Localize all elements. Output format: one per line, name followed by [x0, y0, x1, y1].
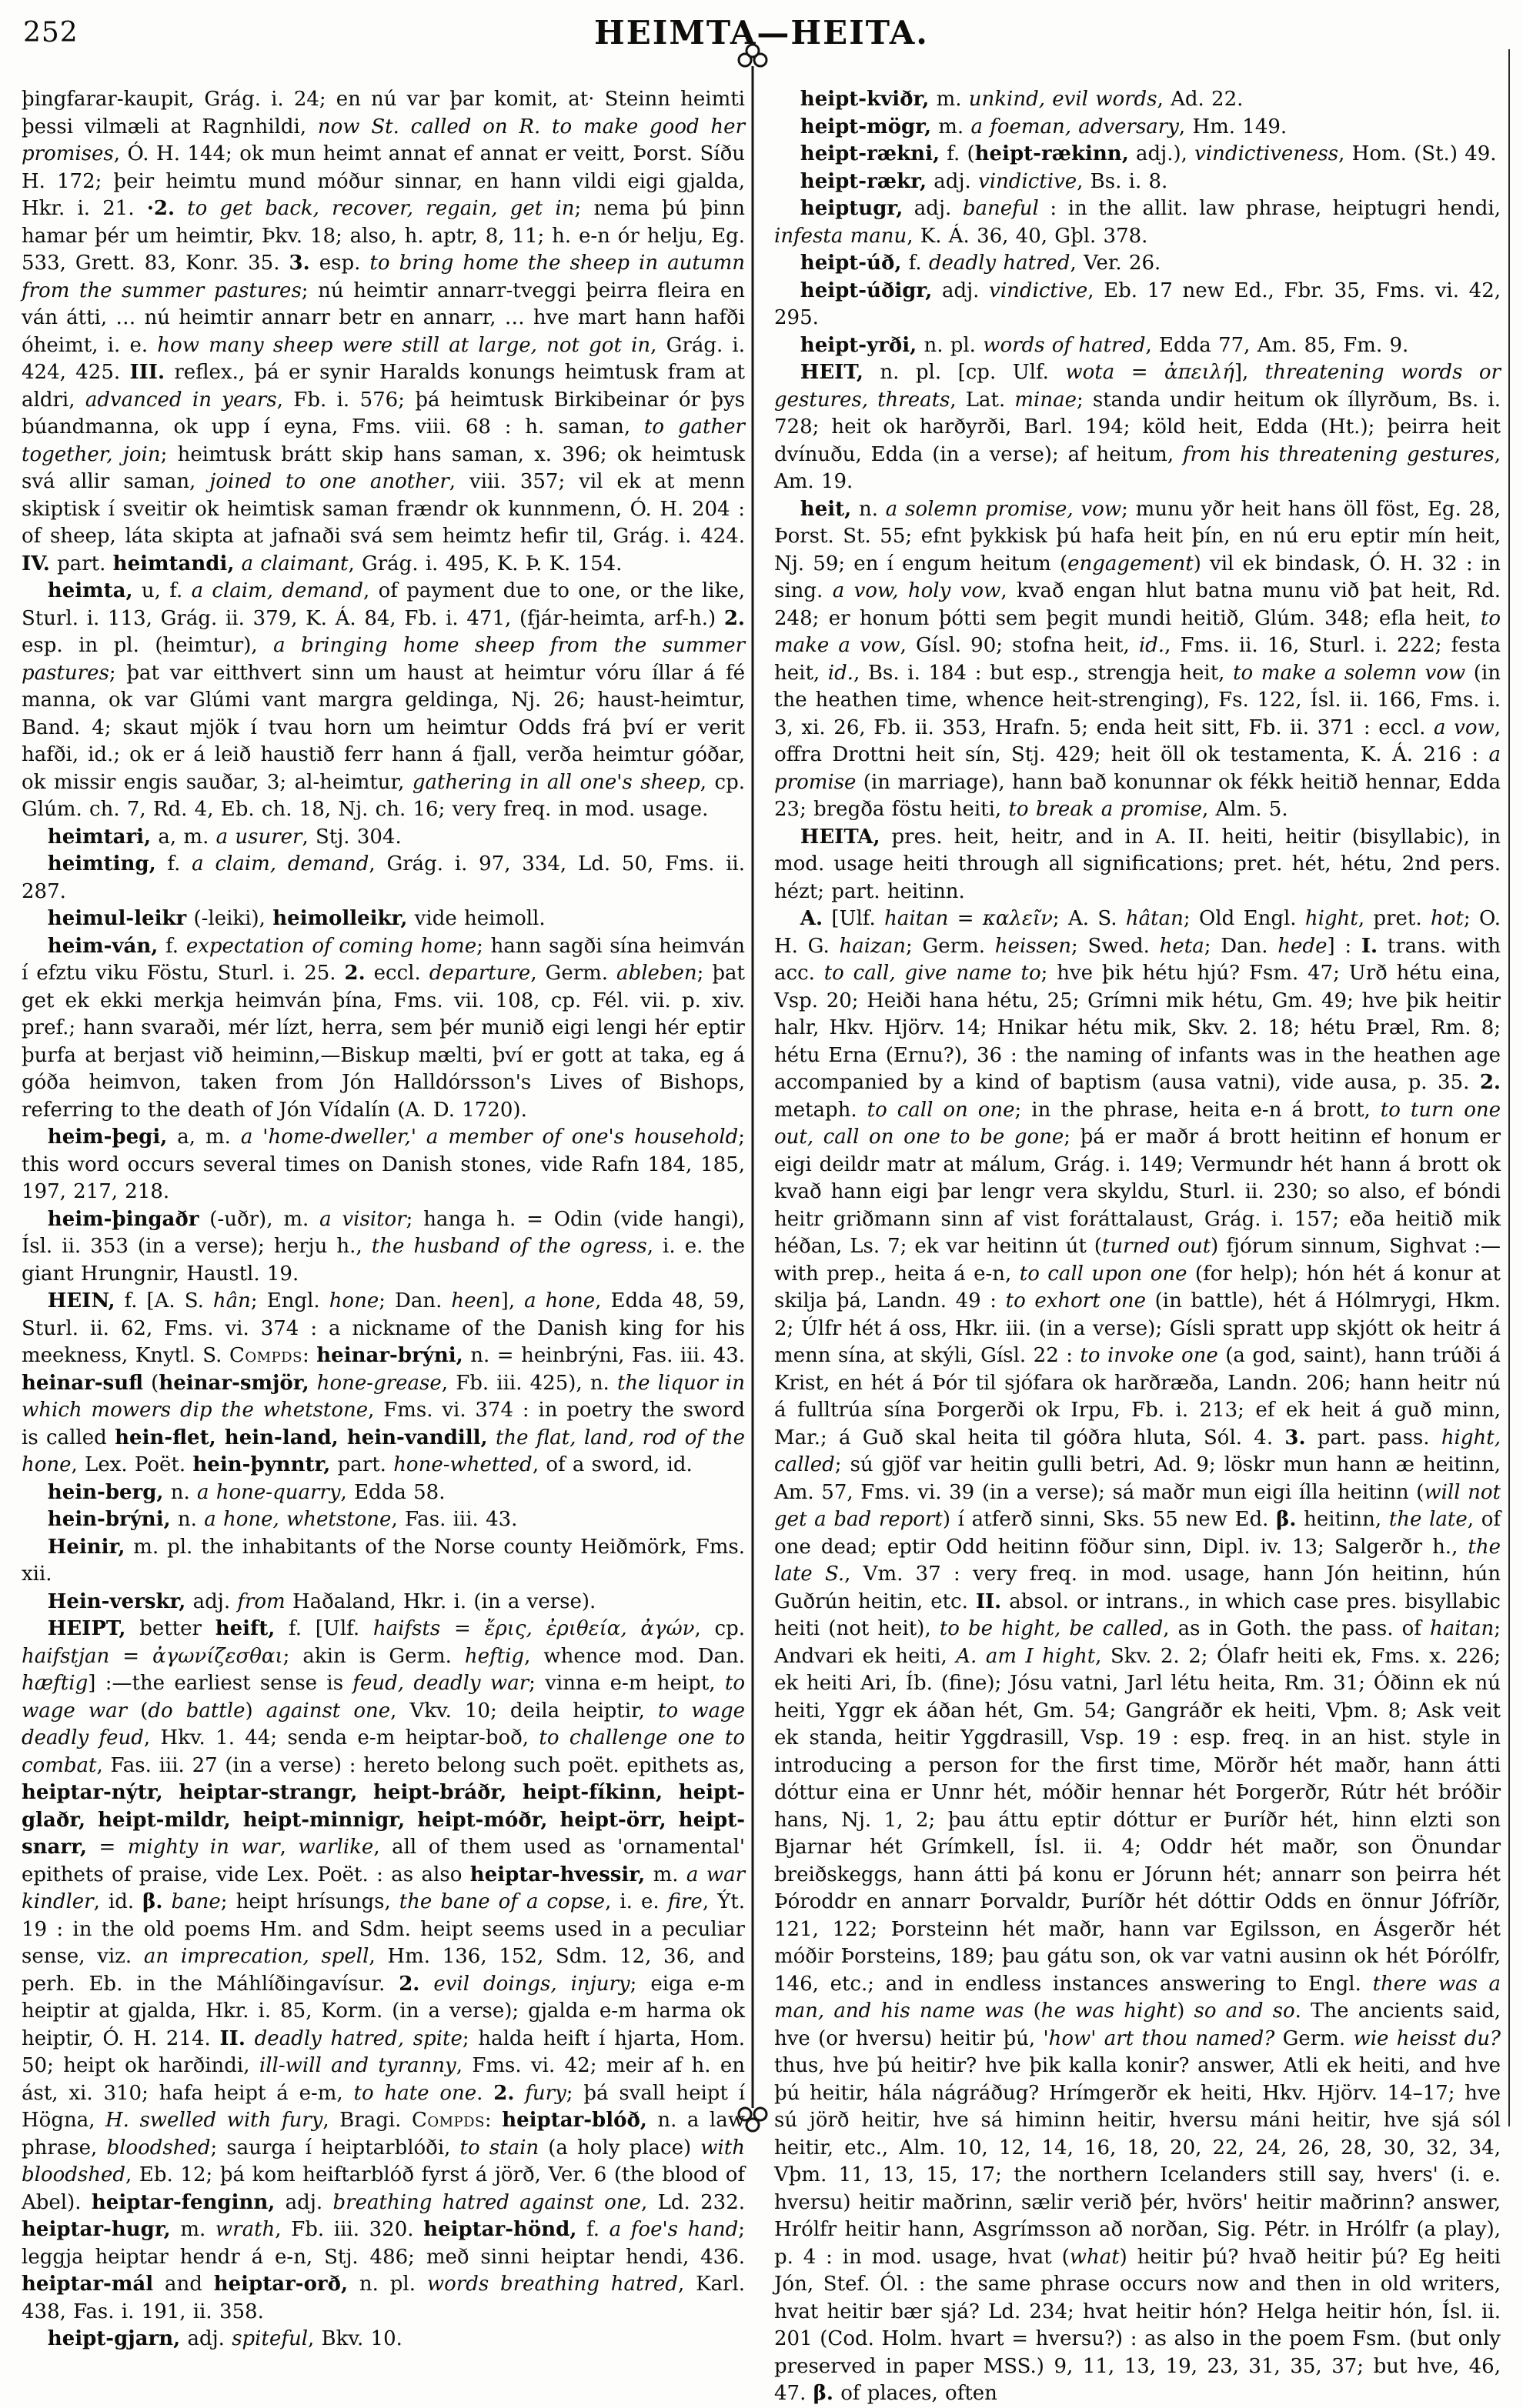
dictionary-entry: heimting, f. a claim, demand, Grág. i. 97, 334, Ld. 50, Fms. ii. 287. — [22, 852, 745, 903]
dictionary-entry: heipt-úðigr, adj. vindictive, Eb. 17 new Ed., Fbr. 35, Fms. vi. 42, 295. — [774, 278, 1501, 329]
dictionary-entry: heipt-yrði, n. pl. words of hatred, Edda 77, Am. 85, Fm. 9. — [800, 333, 1409, 357]
dictionary-entry: heim-þingaðr (-uðr), m. a visitor; hanga h. = Odin (vide hangi), Ísl. ii. 353 (in a verse); herju h., the husband of the ogress, i. e. the giant Hrungnir, Haustl. 19. — [22, 1207, 745, 1286]
dictionary-entry: HEIT, n. pl. [cp. Ulf. wota = ἀπειλή], threatening words or gestures, threats, Lat. minae; standa undir heitum ok íllyrðum, Bs. i. 728; heit ok harðyrði, Barl. 194; köld heit, Edda (Ht.); þeirra heit dvínuðu, Edda (in a verse); af heitum, from his threatening gestures, Am. 19. — [774, 361, 1501, 493]
dictionary-entry: heimtari, a, m. a usurer, Stj. 304. — [47, 825, 402, 849]
left-column — [22, 86, 745, 2353]
scan-edge-artifact — [1508, 49, 1510, 2126]
dictionary-entry: hein-brýni, n. a hone, whetstone, Fas. iii. 43. — [47, 1508, 518, 1531]
right-column — [774, 86, 1501, 2408]
dictionary-entry: þingfarar-kaupit, Grág. i. 24; en nú var þar komit, at· Steinn heimti þessi vilmæli at Ragnhildi, now St. called on R. to make good her promises, Ó. H. 144; ok mun heimt annat ef annat er veitt, Þorst. Síðu H. 172; þeir heimtu mund móður sinnar, en hann vildi eigi gjalda, Hkr. i. 21. ·2. to get back, recover, regain, get in; nema þú þinn hamar þér um heimtir, Þkv. 18; also, h. aptr, 8, 11; h. e-n ór helju, Eg. 533, Grett. 83, Konr. 35. 3. esp. to bring home the sheep in autumn from the summer pastures; nú heimtir annarr-tveggi þeirra fleira en ván átti, … nú heimtir annarr betr en annarr, … hve mart hann hafði óheimt, i. e. how many sheep were still at large, not got in, Grág. i. 424, 425. III. reflex., þá er synir Haralds konungs heimtusk fram at aldri, advanced in years, Fb. i. 576; þá heimtusk Birkibeinar ór þys búandmanna, ok upp í eyna, Fms. viii. 68 : h. saman, to gather together, join; heimtusk brátt skip hans saman, x. 396; ok heimtusk svá allir saman, joined to one another, viii. 357; vil ek at menn skiptisk í sveitir ok heimtisk saman frændr ok kunnmenn, Ó. H. 204 : of sheep, láta skipta at jafnaði svá sem heimtz hefir til, Grág. i. 424. IV. part. heimtandi, a claimant, Grág. i. 495, K. Þ. K. 154. — [22, 88, 746, 575]
dictionary-entry: heipt-kviðr, m. unkind, evil words, Ad. 22. — [800, 88, 1244, 111]
dictionary-entry: heim-þegi, a, m. a 'home-dweller,' a member of one's household; this word occurs several times on Danish stones, vide Rafn 184, 185, 197, 217, 218. — [22, 1126, 745, 1203]
dictionary-entry: heiptugr, adj. baneful : in the allit. law phrase, heiptugri hendi, infesta manu, K. Á. 36, 40, Gþl. 378. — [774, 197, 1501, 248]
dictionary-entry: HEIPT, better heift, f. [Ulf. haifsts = ἔρις, ἐριθεία, ἀγών, cp. haifstjan = ἀγωνίζεσθαι; akin is Germ. heftig, whence mod. Dan. hæftig] :—the earliest sense is feud, deadly war; vinna e-m heipt, to wage war (do battle) against one, Vkv. 10; deila heiptir, to wage deadly feud, Hkv. 1. 44; senda e-m heiptar-boð, to challenge one to combat, Fas. iii. 27 (in a verse) : hereto belong such poët. epithets as, heiptar-nýtr, heiptar-strangr, heipt-bráðr, heipt-fíkinn, heipt-glaðr, heipt-mildr, heipt-minnigr, heipt-móðr, heipt-örr, heipt-snarr, = mighty in war, warlike, all of them used as 'ornamental' epithets of praise, vide Lex. Poët. : as also heiptar-hvessir, m. a war kindler, id. β. bane; heipt hrísungs, the bane of a copse, i. e. fire, Ýt. 19 : in the old poems Hm. and Sdm. heipt seems used in a peculiar sense, viz. an imprecation, spell, Hm. 136, 152, Sdm. 12, 36, and perh. Eb. in the Máhlíðingavísur. 2. evil doings, injury; eiga e-m heiptir at gjalda, Hkr. i. 85, Korm. (in a verse); gjalda e-m harma ok heiptir, Ó. H. 214. II. deadly hatred, spite; halda heift í hjarta, Hom. 50; heipt ok harðindi, ill-will and tyranny, Fms. vi. 42; meir af h. en ást, xi. 310; hafa heipt á e-m, to hate one. 2. fury; þá svall heipt í Högna, H. swelled with fury, Bragi. Compds: heiptar-blóð, n. a law phrase, bloodshed; saurga í heiptarblóði, to stain (a holy place) with bloodshed, Eb. 12; þá kom heiftarblóð fyrst á jörð, Ver. 6 (the blood of Abel). heiptar-fenginn, adj. breathing hatred against one, Ld. 232. heiptar-hugr, m. wrath, Fb. iii. 320. heiptar-hönd, f. a foe's hand; leggja heiptar hendr á e-n, Stj. 486; með sinni heiptar hendi, 436. heiptar-mál and heiptar-orð, n. pl. words breathing hatred, Karl. 438, Fas. i. 191, ii. 358. — [22, 1617, 746, 2323]
dictionary-entry: HEIN, f. [A. S. hân; Engl. hone; Dan. heen], a hone, Edda 48, 59, Sturl. ii. 62, Fms. vi. 374 : a nickname of the Danish king for his meekness, Knytl. S. Compds: heinar-brýni, n. = heinbrýni, Fas. iii. 43. heinar-sufl (heinar-smjör, hone-grease, Fb. iii. 425), n. the liquor in which mowers dip the whetstone, Fms. vi. 374 : in poetry the sword is called hein-flet, hein-land, hein-vandill, the flat, land, rod of the hone, Lex. Poët. hein-þynntr, part. hone-whetted, of a sword, id. — [22, 1289, 746, 1476]
dictionary-entry: heit, n. a solemn promise, vow; munu yðr heit hans öll föst, Eg. 28, Þorst. St. 55; efnt þykkisk þú hafa heit þín, en nú eru eptir mín heit, Nj. 59; en í engum heitum (engagement) vil ek bindask, Ó. H. 32 : in sing. a vow, holy vow, kvað engan hlut batna munu við þat heit, Rd. 248; er honum þótti sem þegit mundi heitið, Glúm. 348; efla heit, to make a vow, Gísl. 90; stofna heit, id., Fms. ii. 16, Sturl. i. 222; festa heit, id., Bs. i. 184 : but esp., strengja heit, to make a solemn vow (in the heathen time, whence heit-strenging), Fs. 122, Ísl. ii. 166, Fms. i. 3, xi. 26, Fb. ii. 353, Hrafn. 5; enda heit sitt, Fb. ii. 371 : eccl. a vow, offra Drottni heit sín, Stj. 429; heit öll ok testamenta, K. Á. 216 : a promise (in marriage), hann bað konunnar ok fékk heitið hennar, Edda 23; bregða föstu heiti, to break a promise, Alm. 5. — [774, 497, 1501, 821]
dictionary-entry: hein-berg, n. a hone-quarry, Edda 58. — [47, 1480, 446, 1504]
dictionary-entry: heipt-rækr, adj. vindictive, Bs. i. 8. — [800, 169, 1168, 193]
dictionary-entry: heim-ván, f. expectation of coming home; hann sagði sína heimván í efztu viku Föstu, Sturl. i. 25. 2. eccl. departure, Germ. ableben; þat get ek ekki merkja heimván þína, Fms. vii. 108, cp. Fél. vii. p. xiv. pref.; hann svaraði, mér lízt, herra, sem þér munið eigi lengi hér eptir þurfa at berjast við heiminn,—Biskup mælti, því er gott at taka, eg á góða heimvon, taken from Jón Halldórsson's Lives of Bishops, referring to the death of Jón Vídalín (A. D. 1720). — [22, 934, 745, 1122]
dictionary-entry: heipt-úð, f. deadly hatred, Ver. 26. — [800, 252, 1161, 275]
dictionary-entry: heipt-gjarn, adj. spiteful, Bkv. 10. — [47, 2327, 402, 2350]
dictionary-entry: heimul-leikr (-leiki), heimolleikr, vide heimoll. — [47, 907, 546, 930]
dictionary-entry: HEITA, pres. heit, heitr, and in A. II. heiti, heitir (bisyllabic), in mod. usage heiti through all significations; pret. hét, hétu, 2nd pers. hézt; part. heitinn. — [774, 825, 1501, 903]
dictionary-entry: heipt-rækni, f. (heipt-rækinn, adj.), vindictiveness, Hom. (St.) 49. — [800, 142, 1497, 165]
dictionary-entry: A. [Ulf. haitan = καλεῖν; A. S. hâtan; Old Engl. hight, pret. hot; O. H. G. haizan; Germ. heissen; Swed. heta; Dan. hede] : I. trans. with acc. to call, give name to; hve þik hétu hjú? Fsm. 47; Urð hétu eina, Vsp. 20; Heiði hana hétu, 25; Grímni mik hétu, Gm. 49; hve þik heitir halr, Hkv. Hjörv. 14; Hnikar hétu mik, Skv. 2. 18; hétu Þræl, Rm. 8; hétu Erna (Ernu?), 36 : the naming of infants was in the heathen age accompanied by a kind of baptism (ausa vatni), vide ausa, p. 35. 2. metaph. to call on one; in the phrase, heita e-n á brott, to turn one out, call on one to be gone; þá er maðr á brott heitinn ef honum er eigi deildr matr at málum, Grág. i. 149; Vermundr hét hann á brott ok kvað hann eigi þar lengr vera skyldu, Sturl. ii. 230; so also, ef bóndi heitr griðmann sinn af vist foráttalaust, Grág. i. 157; eða heitið mik héðan, Ls. 7; ek var heitinn út (turned out) fjórum sinnum, Sighvat :—with prep., heita á e-n, to call upon one (for help); hón hét á konur at skilja þá, Landn. 49 : to exhort one (in battle), hét á Hólmrygi, Hkm. 2; Úlfr hét á oss, Hkr. iii. (in a verse); Gísli spratt upp skjótt ok heitr á menn sína, at skýli, Gísl. 22 : to invoke one (a god, saint), hann trúði á Krist, en hét á Þór til sjófara ok harðræða, Landn. 206; hann heitr nú á fulltrúa sína Þorgerði ok Irpu, Fb. i. 213; ef ek heit á guð minn, Mar.; á Guð skal heita til góðra hluta, Sól. 4. 3. part. pass. hight, called; sú gjöf var heitin gulli betri, Ad. 9; löskr mun hann æ heitinn, Am. 57, Fms. vi. 39 (in a verse); sá maðr mun eigi ílla heitinn (will not get a bad report) í atferð sinni, Sks. 55 new Ed. β. heitinn, the late, of one dead; eptir Odd heitinn föður sinn, Dipl. iv. 13; Salgerðr h., the late S., Vm. 37 : very freq. in mod. usage, hann Jón heitinn, hún Guðrún heitin, etc. II. absol. or intrans., in which case pres. bisyllabic heiti (not heit), to be hight, be called, as in Goth. the pass. of haitan; Andvari ek heiti, A. am I hight, Skv. 2. 2; Ólafr heiti ek, Fms. x. 226; ek heiti Ari, Íb. (fine); Jósu vatni, Jarl létu heita, Rm. 31; Óðinn ek nú heiti, Yggr ek áðan hét, Gm. 54; Gangráðr ek heiti, Vþm. 8; Ask veit ek standa, heitir Yggdrasill, Vsp. 19 : esp. freq. in an hist. style in introducing a person for the first time, Mörðr hét maðr, hann átti dóttur eina er Unnr hét, móðir hennar hét Þorgerðr, Rútr hét bróðir hans, Nj. 1, 2; þau áttu eptir dóttur er Þuríðr hét, hinn elzti son Bjarnar hét Grímkell, Ísl. ii. 4; Oddr hét maðr, son Önundar breiðskeggs, hann átti þá konu er Jórunn hét; annarr son þeirra hét Þóroddr en annarr Þorvaldr, Þuríðr hét dóttir Odds en önnur Jófríðr, 121, 122; Þorsteinn hét maðr, hann var Egilsson, en Ásgerðr hét móðir Þorsteins, 189; þau gátu son, ok var vatni ausinn ok hét Þórólfr, 146, etc.; and in endless instances answering to Engl. there was a man, and his name was (he was hight) so and so. The ancients said, hve (or hversu) heitir þú, 'how' art thou named? Germ. wie heisst du? thus, hve þú heitir? hve þik kalla konir? answer, Atli ek heiti, and hve þú heitir, hála nágráðug? Hrímgerðr ek heiti, Hkv. Hjörv. 14–17; hve sú jörð heitir, hve sá himinn heitir, hversu máni heitir, hve sjá sól heitir, etc., Alm. 10, 12, 14, 16, 18, 20, 22, 24, 26, 28, 30, 32, 34, Vþm. 11, 13, 15, 17; the northern Icelanders still say, hvers' (i. e. hversu) heitir maðrinn, sælir verið þér, hvörs' heitir maðrinn? answer, Hrólfr heitir hann, Asgrímsson að norðan, Sig. Pétr. in Hrólfr (a play), p. 4 : in mod. usage, hvat (what) heitir þú? hvað heitir þú? Eg heiti Jón, Stef. Ól. : the same phrase occurs now and then in old writers, hvat heitir bær sjá? Ld. 234; hvat heitir hón? Helga heitir hón, Ísl. ii. 201 (Cod. Holm. hvart = hversu?) : as also in the poem Fsm. (but only preserved in paper MSS.) 9, 11, 13, 19, 23, 31, 35, 37; but hve, 46, 47. β. of places, often — [774, 907, 1501, 2405]
dictionary-entry: heipt-mögr, m. a foeman, adversary, Hm. 149. — [800, 115, 1288, 138]
dictionary-entry: Heinir, m. pl. the inhabitants of the Norse county Heiðmörk, Fms. xii. — [22, 1535, 745, 1586]
dictionary-entry: Hein-verskr, adj. from Haðaland, Hkr. i. (in a verse). — [47, 1589, 596, 1613]
running-head: HEIMTA—HEITA. — [594, 14, 929, 52]
page-number: 252 — [23, 17, 78, 48]
dictionary-entry: heimta, u, f. a claim, demand, of payment due to one, or the like, Sturl. i. 113, Grág. ii. 379, K. Á. 84, Fb. i. 471, (fjár-heimta, arf-h.) 2. esp. in pl. (heimtur), a bringing home sheep from the summer pastures; þat var eitthvert sinn um haust at heimtur vóru íllar á fé manna, ok var Glúmi vant margra geldinga, Nj. 26; haust-heimtur, Band. 4; skaut mjök í tvau horn um heimtur Odds frá því er verit hafði, id.; ok er á leið haustið ferr hann á fjall, verða heimtur góðar, ok missir engis sauðar, 3; al-heimtur, gathering in all one's sheep, cp. Glúm. ch. 7, Rd. 4, Eb. ch. 18, Nj. ch. 16; very freq. in mod. usage. — [22, 579, 746, 821]
